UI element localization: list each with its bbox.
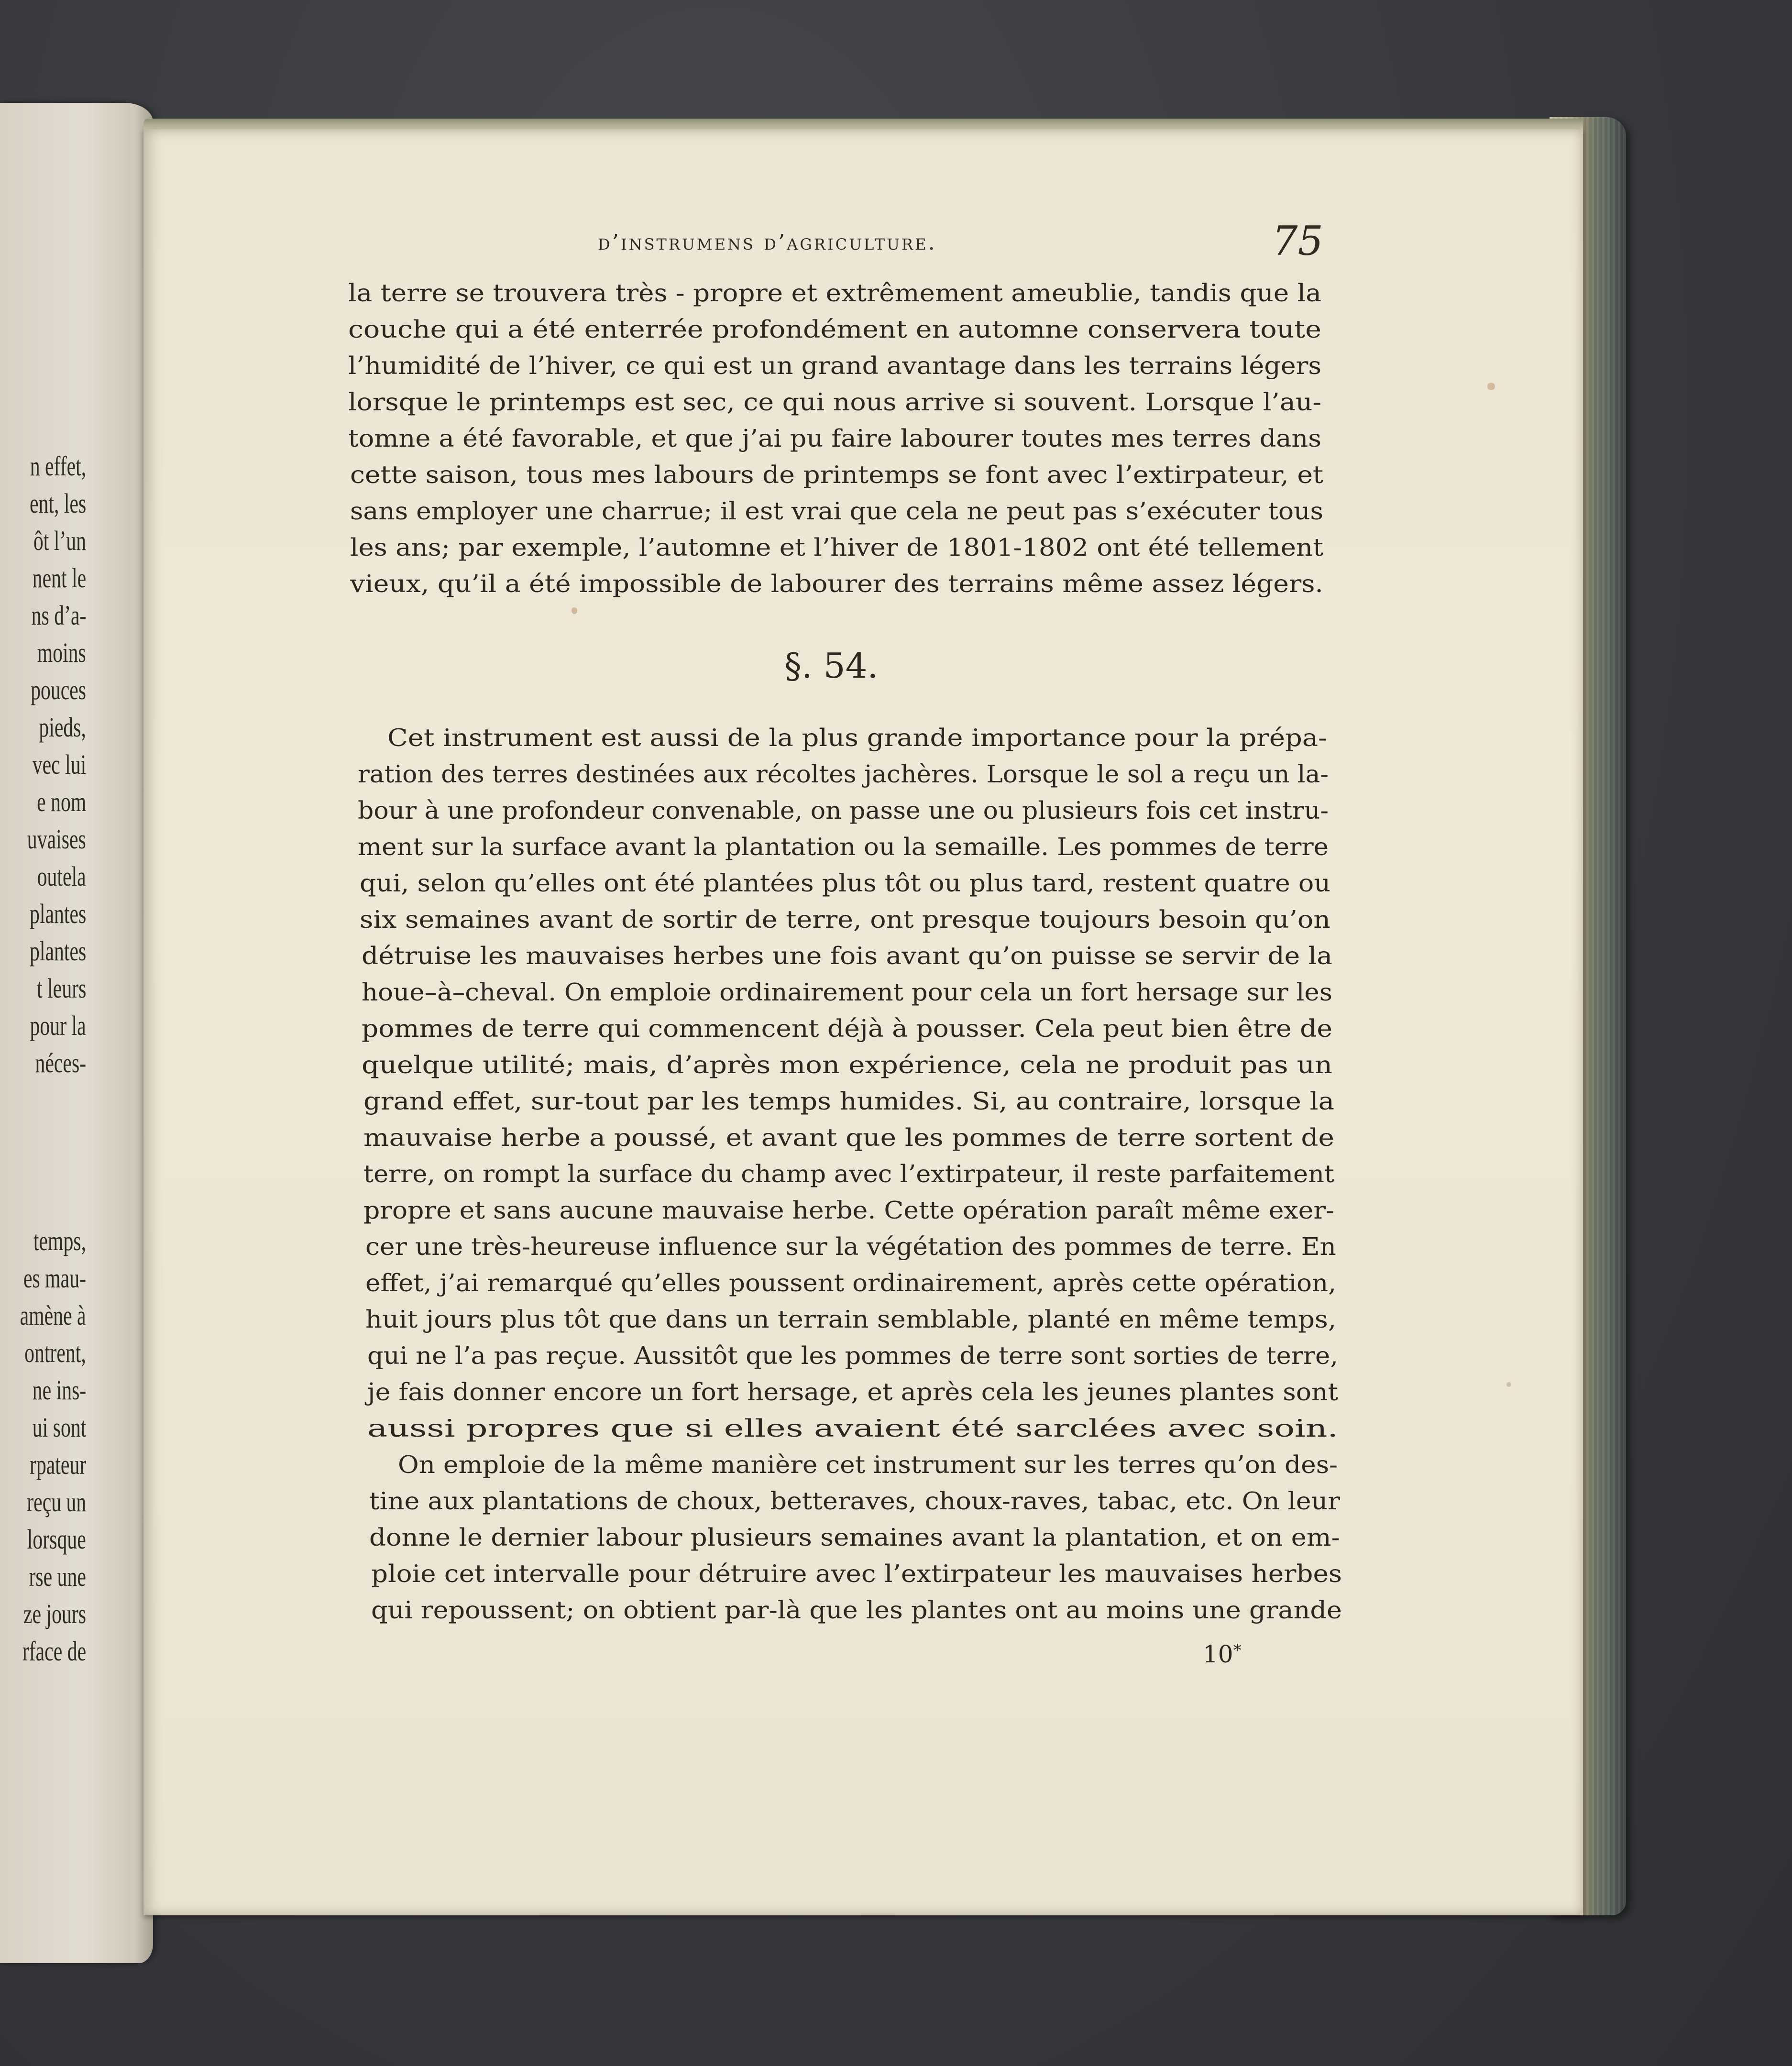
left-facing-page	[0, 103, 153, 1963]
left-line: pouces	[31, 674, 86, 705]
text-line: qui repoussent; on obtient par-là que les plantes ont au moins une grande	[371, 1596, 1342, 1624]
text-line: ploie cet intervalle pour détruire avec l’extirpateur les mauvaises herbes	[371, 1560, 1342, 1588]
left-line: ui sont	[32, 1412, 86, 1443]
text-line: sans employer une charrue; il est vrai que cela ne peut pas s’exécuter tous	[350, 497, 1323, 525]
left-line: rpateur	[29, 1449, 86, 1480]
text-line: houe–à–cheval. On emploie ordinairement pour cela un fort hersage sur les	[362, 978, 1332, 1006]
text-line: huit jours plus tôt que dans un terrain semblable, planté en même temps,	[365, 1305, 1337, 1333]
text-line: qui, selon qu’elles ont été plantées plus tôt ou plus tard, restent quatre ou	[360, 869, 1330, 897]
left-line: ns d’a-	[31, 600, 86, 631]
text-line: effet, j’ai remarqué qu’elles poussent ordinairement, après cette opération,	[365, 1269, 1337, 1297]
text-line: bour à une profondeur convenable, on passe une ou plusieurs fois cet instru-	[358, 796, 1329, 824]
left-line: ne ins-	[32, 1374, 86, 1406]
left-line: uvaises	[27, 824, 86, 855]
left-line: ze jours	[23, 1598, 86, 1629]
left-line: rface de	[22, 1636, 86, 1667]
text-line: vieux, qu’il a été impossible de labourer des terrains même assez légers.	[350, 570, 1323, 598]
section-heading: §. 54.	[784, 646, 879, 686]
left-line: plantes	[29, 935, 86, 967]
left-line: outela	[37, 861, 86, 892]
text-line: Cet instrument est aussi de la plus grande importance pour la prépa-	[387, 724, 1328, 752]
text-line: six semaines avant de sortir de terre, ont presque toujours besoin qu’on	[360, 905, 1330, 934]
text-line: la terre se trouvera très - propre et extrêmement ameublie, tandis que la	[348, 279, 1321, 307]
signature-mark	[1203, 1640, 1279, 1668]
text-line: propre et sans aucune mauvaise herbe. Cette opération paraît même exer-	[363, 1196, 1335, 1224]
left-line: temps,	[33, 1225, 86, 1256]
running-header	[598, 230, 1086, 255]
left-line: vec lui	[32, 749, 86, 780]
text-line: tine aux plantations de choux, betteraves, choux-raves, tabac, etc. On leur	[369, 1487, 1340, 1515]
left-line: nent le	[32, 562, 86, 593]
text-line: terre, on rompt la surface du champ avec l’extirpateur, il reste parfaitement	[363, 1160, 1334, 1188]
text-line: cer une très-heureuse influence sur la végétation des pommes de terre. En	[365, 1232, 1336, 1261]
left-line: n effet,	[30, 451, 86, 482]
text-line: ration des terres destinées aux récoltes jachères. Lorsque le sol a reçu un la-	[358, 760, 1329, 788]
text-line: détruise les mauvaises herbes une fois avant qu’on puisse se servir de la	[362, 942, 1333, 970]
text-line: aussi propres que si elles avaient été sarclées avec soin.	[367, 1414, 1338, 1442]
text-line: On emploie de la même manière cet instrument sur les terres qu’on des-	[398, 1451, 1338, 1479]
page-number: 75	[1272, 218, 1323, 264]
left-line: t leurs	[36, 973, 86, 1004]
left-line: lorsque	[27, 1524, 86, 1555]
text-line: qui ne l’a pas reçue. Aussitôt que les pommes de terre sont sorties de terre,	[367, 1341, 1338, 1370]
text-line: mauvaise herbe a poussé, et avant que les pommes de terre sortent de	[363, 1123, 1335, 1152]
signature-number: 10	[1203, 1640, 1233, 1668]
foxing-spot	[1506, 1382, 1511, 1387]
text-line: pommes de terre qui commencent déjà à pousser. Cela peut bien être de	[362, 1014, 1332, 1043]
left-line: rse une	[29, 1561, 86, 1592]
left-line: reçu un	[26, 1486, 86, 1517]
left-line: néces-	[35, 1047, 86, 1078]
text-line: lorsque le printemps est sec, ce qui nous arrive si souvent. Lorsque l’au-	[348, 388, 1322, 416]
text-line: grand effet, sur-tout par les temps humides. Si, au contraire, lorsque la	[363, 1087, 1334, 1115]
text-line: je fais donner encore un fort hersage, et après cela les jeunes plantes sont	[367, 1378, 1339, 1406]
text-line: ment sur la surface avant la plantation ou la semaille. Les pommes de terre	[358, 833, 1329, 861]
left-line: pour la	[30, 1010, 86, 1041]
left-page-text	[0, 103, 86, 1963]
left-line: amène à	[20, 1300, 86, 1331]
running-header-text: d’instrumens d’agriculture.	[598, 230, 937, 255]
left-line: ontrent,	[24, 1337, 86, 1368]
foxing-spot	[572, 607, 577, 614]
left-line: e nom	[36, 786, 86, 817]
left-line: ôt l’un	[33, 525, 86, 556]
text-line: donne le dernier labour plusieurs semaines avant la plantation, et on em-	[369, 1523, 1340, 1551]
text-line: couche qui a été enterrée profondément en automne conservera toute	[348, 315, 1321, 343]
left-line: pieds,	[39, 712, 86, 743]
left-line: ent, les	[29, 488, 86, 519]
signature-asterisk: *	[1233, 1641, 1242, 1660]
foxing-spot	[1487, 383, 1495, 390]
text-line: l’humidité de l’hiver, ce qui est un grand avantage dans les terrains légers	[348, 352, 1322, 380]
left-line: es mau-	[23, 1263, 86, 1294]
text-line: cette saison, tous mes labours de printemps se font avec l’extirpateur, et	[350, 461, 1324, 489]
left-line: moins	[37, 637, 86, 668]
left-line: plantes	[29, 898, 86, 929]
text-line: tomne a été favorable, et que j’ai pu faire labourer toutes mes terres dans	[348, 424, 1321, 452]
text-line: quelque utilité; mais, d’après mon expérience, cela ne produit pas un	[362, 1051, 1332, 1079]
text-line: les ans; par exemple, l’automne et l’hiver de 1801-1802 ont été tellement	[350, 533, 1324, 561]
